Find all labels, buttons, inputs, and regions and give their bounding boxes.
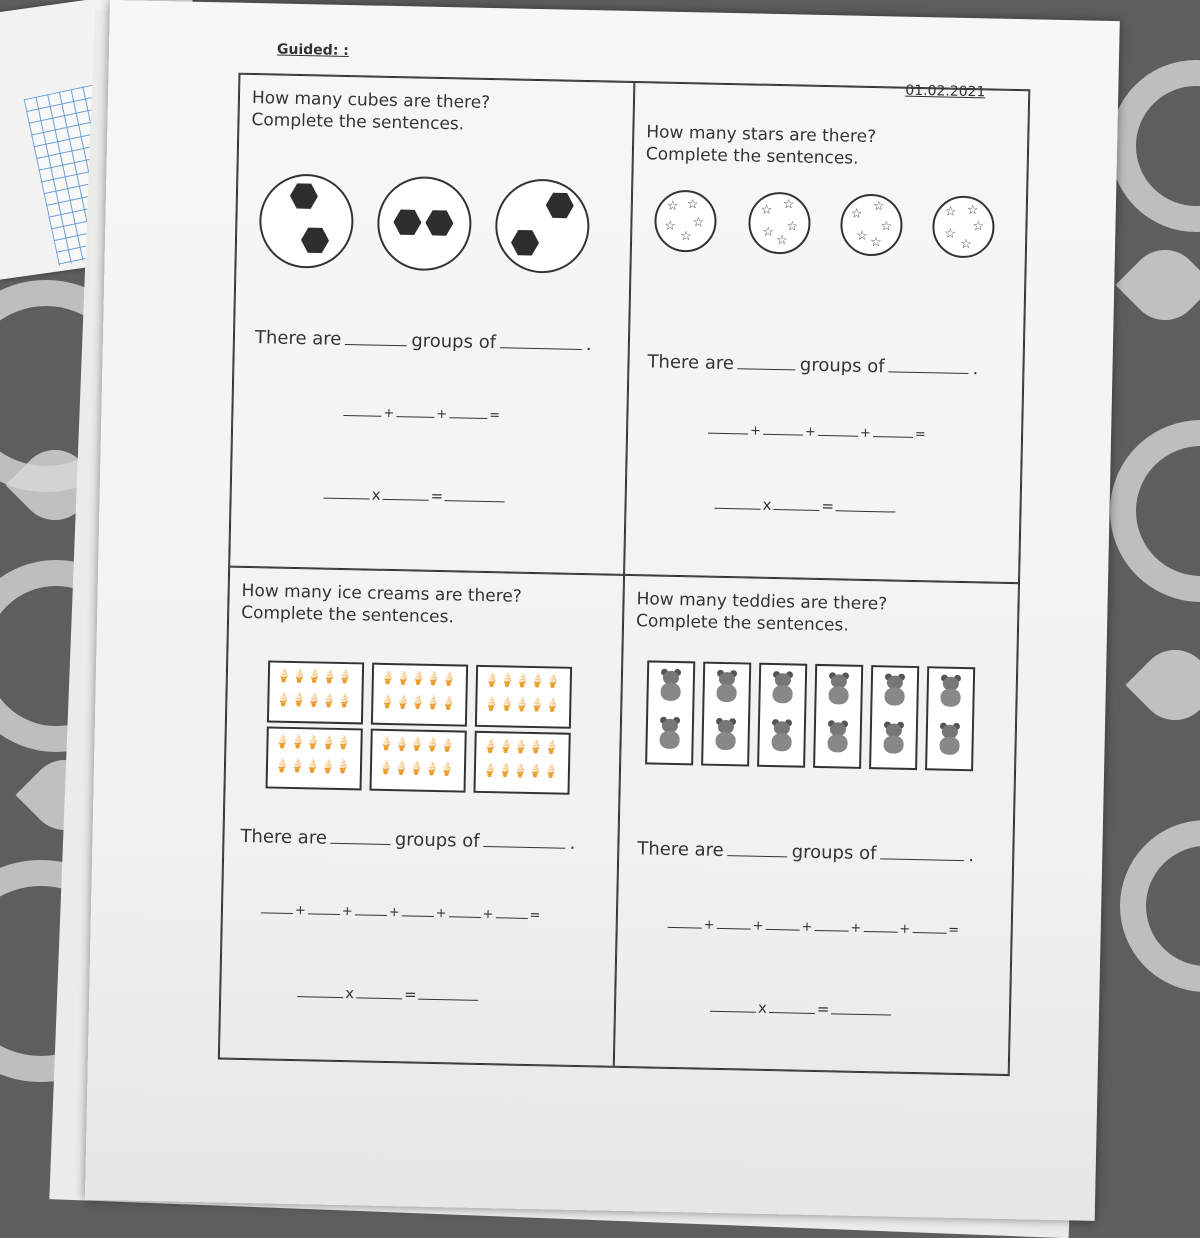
multiplication-sentence: x =: [295, 983, 481, 1005]
question-line: How many teddies are there?: [636, 588, 888, 614]
ice-cream-group: [266, 726, 363, 790]
teddy-bear-icon: [934, 676, 967, 709]
cube-group: [258, 173, 354, 269]
teddy-group: [869, 665, 919, 770]
answer-blank[interactable]: [449, 407, 487, 419]
groups-sentence: There are groups of .: [240, 825, 576, 854]
hexagon-cube-icon: [546, 191, 575, 220]
answer-blank[interactable]: [445, 490, 505, 502]
ice-cream-icon: 🍦🍦🍦🍦🍦: [275, 668, 352, 685]
ice-cream-icon: 🍦🍦🍦🍦🍦: [482, 738, 559, 756]
instruction-line: Complete the sentences.: [635, 610, 849, 636]
teddy-group: [813, 663, 863, 768]
hexagon-cube-icon: [511, 228, 540, 257]
star-icon: ☆: [872, 199, 885, 215]
repeated-addition: + + + + + =: [259, 902, 541, 923]
answer-blank[interactable]: [912, 922, 946, 934]
ice-cream-icon: 🍦🍦🍦🍦🍦: [483, 696, 560, 714]
ice-cream-group: [473, 730, 570, 794]
answer-blank[interactable]: [345, 330, 407, 346]
teddy-bear-icon: [653, 718, 686, 751]
answer-blank[interactable]: [261, 902, 293, 914]
instruction-line: Complete the sentences.: [251, 109, 465, 135]
question-line: How many ice creams are there?: [241, 580, 523, 607]
star-icon: ☆: [692, 215, 705, 231]
groups-sentence: There are groups of .: [254, 327, 592, 356]
star-icon: ☆: [850, 206, 863, 222]
star-icon: ☆: [680, 228, 692, 245]
answer-blank[interactable]: [831, 1003, 891, 1015]
hexagon-cube-icon: [393, 208, 422, 237]
teddy-bear-icon: [709, 719, 742, 752]
answer-blank[interactable]: [738, 354, 796, 370]
groups-sentence: There are groups of .: [637, 837, 975, 866]
ice-cream-icon: 🍦🍦🍦🍦🍦: [481, 762, 559, 780]
answer-blank[interactable]: [297, 986, 343, 998]
instruction-line: Complete the sentences.: [645, 144, 859, 169]
answer-blank[interactable]: [814, 919, 848, 931]
ice-cream-icon: 🍦🍦🍦🍦🍦: [379, 670, 456, 687]
question-line: How many cubes are there?: [251, 87, 491, 113]
teddy-bear-icon: [933, 724, 966, 757]
answer-blank[interactable]: [710, 1000, 756, 1012]
answer-blank[interactable]: [402, 905, 434, 917]
cube-group: [376, 176, 472, 272]
answer-blank[interactable]: [888, 357, 968, 374]
question-text: [646, 121, 877, 170]
answer-blank[interactable]: [356, 987, 402, 999]
teddy-bear-icon: [765, 720, 798, 753]
ice-cream-icon: 🍦🍦🍦🍦🍦: [377, 760, 455, 777]
answer-blank[interactable]: [448, 906, 480, 918]
worksheet-grid: [218, 73, 1030, 1076]
answer-blank[interactable]: [495, 907, 527, 919]
answer-blank[interactable]: [728, 841, 788, 857]
answer-blank[interactable]: [419, 988, 479, 1000]
answer-blank[interactable]: [355, 904, 387, 916]
question-text: [251, 87, 490, 136]
star-icon: ☆: [959, 236, 972, 253]
ice-cream-icon: 🍦🍦🍦🍦🍦: [379, 694, 456, 711]
ice-cream-group: [267, 660, 364, 724]
multiplication-sentence: x =: [708, 997, 894, 1019]
instruction-line: Complete the sentences.: [240, 602, 455, 627]
guided-label: Guided: :: [276, 41, 350, 60]
teddy-bear-icon: [877, 723, 910, 756]
multiplication-sentence: x =: [322, 485, 508, 507]
answer-blank[interactable]: [773, 499, 819, 511]
star-icon: ☆: [686, 197, 699, 213]
teddy-bear-icon: [822, 674, 855, 707]
star-group: [932, 195, 995, 258]
star-icon: ☆: [666, 198, 679, 214]
star-group: [748, 191, 811, 254]
star-icon: ☆: [869, 234, 882, 251]
answer-blank[interactable]: [717, 917, 751, 929]
teddy-bear-icon: [766, 672, 799, 705]
star-icon: ☆: [972, 219, 985, 235]
star-icon: ☆: [782, 197, 795, 213]
teddies-question-panel: [614, 574, 1019, 1075]
worksheet-paper: [85, 0, 1120, 1221]
star-group: [840, 193, 903, 256]
teddy-bear-icon: [878, 675, 911, 708]
star-group: [654, 189, 717, 252]
hexagon-cube-icon: [425, 209, 454, 238]
teddy-bear-icon: [821, 722, 854, 755]
star-icon: ☆: [762, 224, 775, 240]
groups-sentence: There are groups of .: [647, 351, 979, 380]
worksheet-date: 01.02.2021: [905, 82, 986, 101]
teddy-group: [701, 661, 751, 766]
answer-blank[interactable]: [873, 426, 913, 438]
answer-blank[interactable]: [765, 918, 799, 930]
ice-creams-question-panel: [219, 566, 624, 1067]
answer-blank[interactable]: [763, 424, 803, 436]
ice-cream-group: [370, 728, 467, 792]
ice-cream-icon: 🍦🍦🍦🍦🍦: [274, 734, 351, 751]
star-icon: ☆: [760, 202, 773, 218]
repeated-addition: + + + + + =: [666, 916, 960, 937]
cubes-question-panel: [229, 74, 634, 575]
answer-blank[interactable]: [880, 844, 964, 861]
answer-blank[interactable]: [308, 903, 340, 915]
answer-blank[interactable]: [396, 406, 434, 418]
answer-blank[interactable]: [714, 498, 760, 510]
ice-cream-group: [371, 662, 468, 726]
multiplication-sentence: x =: [712, 495, 898, 517]
stars-question-panel: [624, 82, 1029, 583]
repeated-addition: + + + =: [706, 423, 926, 443]
teddy-bear-icon: [654, 670, 687, 703]
star-icon: ☆: [944, 226, 957, 242]
answer-blank[interactable]: [863, 920, 897, 932]
answer-blank[interactable]: [836, 500, 896, 512]
teddy-group: [925, 666, 975, 771]
answer-blank[interactable]: [331, 828, 391, 844]
ice-cream-icon: 🍦🍦🍦🍦🍦: [483, 672, 560, 690]
question-text: [636, 588, 888, 637]
cube-group: [494, 178, 590, 274]
repeated-addition: + + =: [341, 405, 500, 423]
star-icon: ☆: [944, 204, 957, 220]
answer-blank[interactable]: [483, 832, 565, 849]
hexagon-cube-icon: [301, 226, 330, 255]
star-icon: ☆: [664, 218, 677, 234]
answer-blank[interactable]: [382, 489, 428, 501]
star-icon: ☆: [966, 202, 979, 219]
answer-blank[interactable]: [500, 333, 582, 350]
star-icon: ☆: [775, 233, 788, 249]
star-icon: ☆: [856, 228, 869, 244]
answer-blank[interactable]: [324, 488, 370, 500]
question-line: How many stars are there?: [646, 122, 877, 148]
answer-blank[interactable]: [708, 423, 748, 435]
ice-cream-icon: 🍦🍦🍦🍦🍦: [275, 692, 352, 709]
hexagon-cube-icon: [290, 182, 319, 211]
ice-cream-group: [475, 664, 572, 728]
star-icon: ☆: [880, 219, 893, 235]
ice-cream-icon: 🍦🍦🍦🍦🍦: [273, 758, 351, 775]
teddy-group: [757, 662, 807, 767]
star-icon: ☆: [786, 219, 799, 235]
ice-cream-icon: 🍦🍦🍦🍦🍦: [378, 736, 455, 753]
answer-blank[interactable]: [668, 916, 702, 928]
answer-blank[interactable]: [818, 425, 858, 437]
question-text: [241, 579, 522, 629]
teddy-bear-icon: [710, 671, 743, 704]
answer-blank[interactable]: [343, 405, 381, 417]
teddy-group: [645, 660, 695, 765]
answer-blank[interactable]: [769, 1002, 815, 1014]
